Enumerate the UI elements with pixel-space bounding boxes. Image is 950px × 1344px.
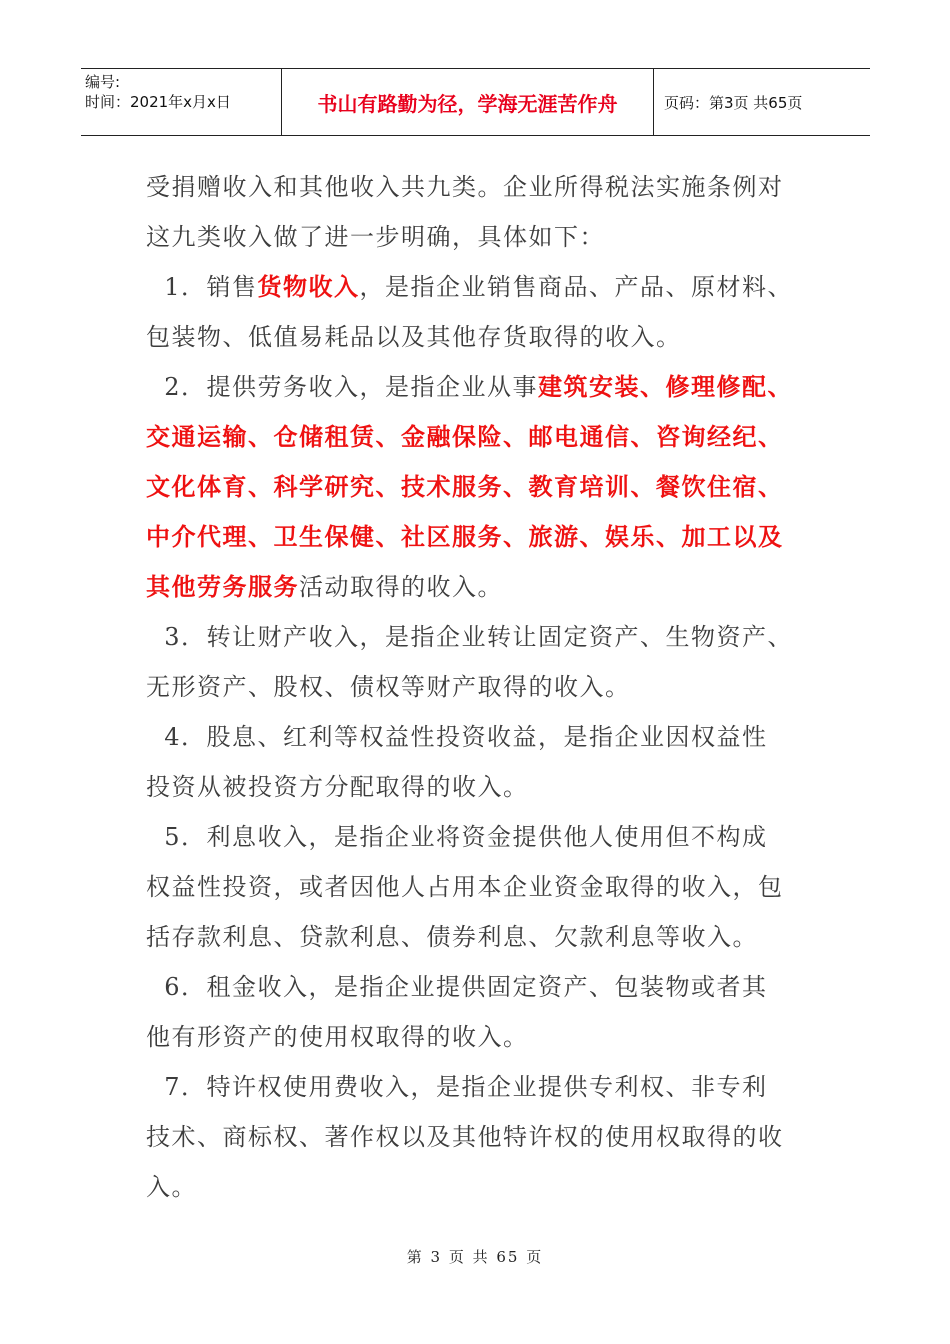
highlighted-text: 文化体育、科学研究、技术服务、教育培训、餐饮住宿、 [146, 473, 784, 501]
text-segment: 7．特许权使用费收入，是指企业提供专利权、非专利 [146, 1073, 768, 1101]
text-segment: 投资从被投资方分配取得的收入。 [146, 773, 529, 801]
text-segment: 活动取得的收入。 [299, 573, 503, 601]
text-segment: 6．租金收入，是指企业提供固定资产、包装物或者其 [146, 973, 768, 1001]
text-line [146, 662, 818, 712]
text-segment: 3．转让财产收入，是指企业转让固定资产、生物资产、 [146, 623, 794, 651]
highlighted-text: 其他劳务服务 [146, 573, 299, 601]
highlighted-text: 交通运输、仓储租赁、金融保险、邮电通信、咨询经纪、 [146, 423, 784, 451]
header-meta [81, 69, 282, 135]
text-segment: 技术、商标权、著作权以及其他特许权的使用权取得的收 [146, 1123, 784, 1151]
text-segment: 入。 [146, 1173, 197, 1201]
text-segment: 包装物、低值易耗品以及其他存货取得的收入。 [146, 323, 682, 351]
text-segment: 1．销售 [146, 273, 258, 301]
text-line [146, 612, 818, 662]
text-line [146, 562, 818, 612]
time-label: 时间：2021年x月x日 [85, 93, 231, 111]
text-line [146, 1162, 818, 1212]
text-segment: 无形资产、股权、债权等财产取得的收入。 [146, 673, 631, 701]
header-page-info [654, 69, 870, 135]
highlighted-text: 建筑安装、修理修配、 [538, 373, 794, 401]
highlighted-text: 中介代理、卫生保健、社区服务、旅游、娱乐、加工以及 [146, 523, 784, 551]
text-line [146, 1012, 818, 1062]
page-header [81, 68, 870, 136]
text-segment: 括存款利息、贷款利息、债券利息、欠款利息等收入。 [146, 923, 758, 951]
text-line [146, 212, 818, 262]
text-line [146, 912, 818, 962]
page-footer [0, 1246, 950, 1267]
text-segment: ，是指企业销售商品、产品、原材料、 [359, 273, 794, 301]
highlighted-text: 货物收入 [257, 273, 360, 301]
text-line [146, 412, 818, 462]
text-line [146, 462, 818, 512]
text-line [146, 812, 818, 862]
text-line [146, 962, 818, 1012]
text-segment: 权益性投资，或者因他人占用本企业资金取得的收入，包 [146, 873, 784, 901]
document-body [146, 162, 818, 1212]
text-line [146, 1062, 818, 1112]
text-segment: 受捐赠收入和其他收入共九类。企业所得税法实施条例对 [146, 173, 784, 201]
footer-page-number: 第 3 页 共 65 页 [406, 1248, 544, 1266]
text-line [146, 362, 818, 412]
text-segment: 这九类收入做了进一步明确，具体如下： [146, 223, 605, 251]
text-line [146, 862, 818, 912]
page-info-text: 页码：第3页 共65页 [664, 93, 803, 112]
header-motto [282, 69, 654, 135]
text-line [146, 262, 818, 312]
text-line [146, 1112, 818, 1162]
code-label: 编号: [85, 73, 121, 91]
text-segment: 5．利息收入，是指企业将资金提供他人使用但不构成 [146, 823, 768, 851]
text-line [146, 762, 818, 812]
text-line [146, 712, 818, 762]
text-line [146, 312, 818, 362]
text-segment: 2．提供劳务收入，是指企业从事 [146, 373, 539, 401]
text-line [146, 162, 818, 212]
text-segment: 他有形资产的使用权取得的收入。 [146, 1023, 529, 1051]
motto-text: 书山有路勤为径，学海无涯苦作舟 [317, 91, 618, 116]
text-segment: 4．股息、红利等权益性投资收益，是指企业因权益性 [146, 723, 768, 751]
text-line [146, 512, 818, 562]
